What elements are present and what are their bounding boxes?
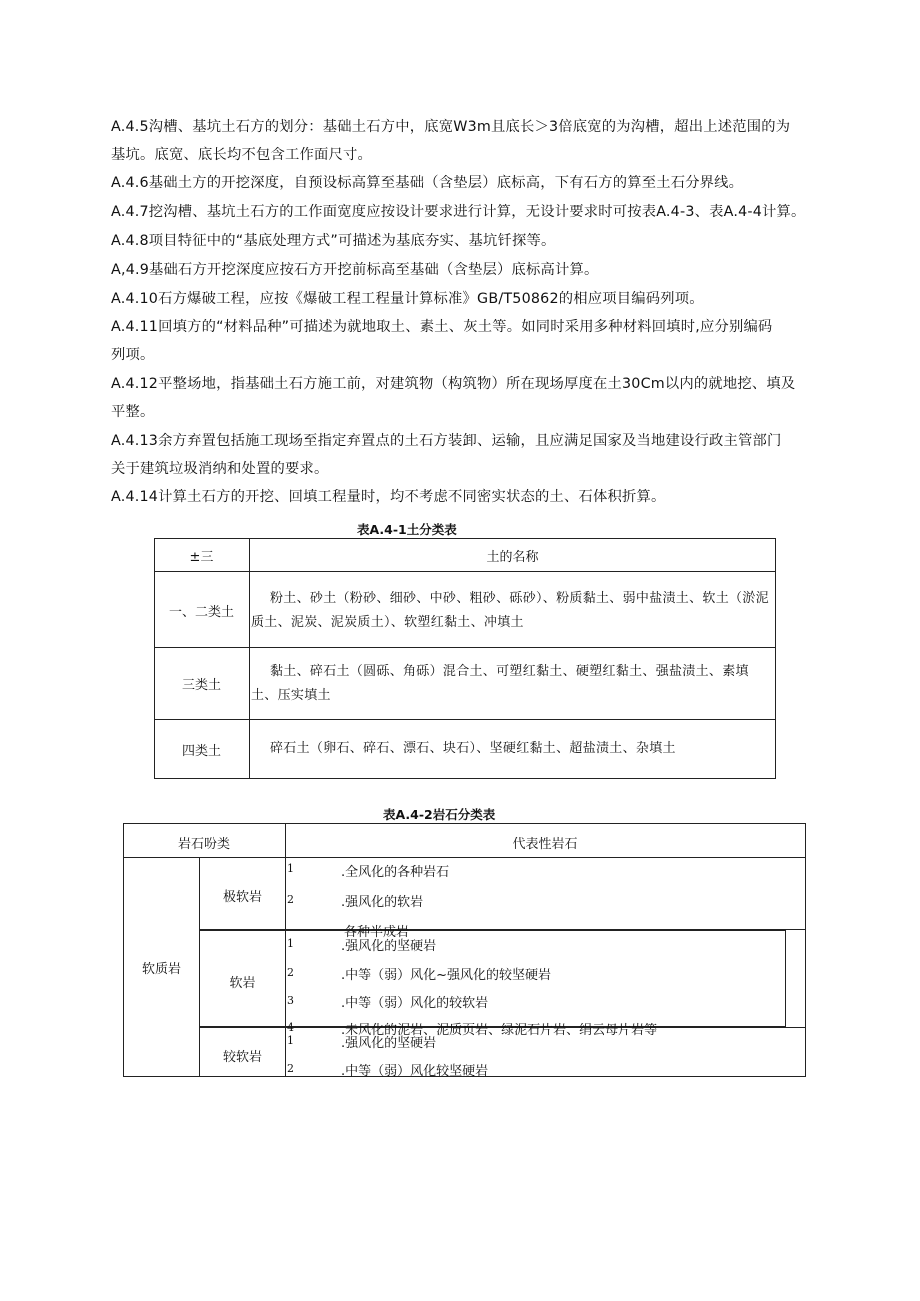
table2-top-border bbox=[123, 823, 806, 824]
table1-row1-category: 一、二类土 bbox=[168, 605, 234, 620]
clause-a412-line1: A.4.12平整场地，指基础土石方施工前，对建筑物（构筑物）所在现场厚度在土30Cm以内的就地挖、填及 bbox=[111, 376, 796, 392]
item-number: 2 bbox=[287, 966, 294, 979]
rock-item: .中等（弱）风化~强风化的较坚硬岩 bbox=[341, 968, 552, 983]
clause-a47-line1: A.4.7挖沟槽、基坑土石方的工作面宽度应按设计要求进行计算，无设计要求时可按表A.4-3、表A.4-4计算。 bbox=[111, 204, 806, 220]
clause-a47 bbox=[111, 198, 831, 226]
table1-row-divider bbox=[154, 719, 776, 720]
item-number: 1 bbox=[287, 1034, 294, 1047]
rock-item: .强风化的坚硬岩 bbox=[341, 939, 437, 954]
subgroup-very-soft-name: 极软岩 bbox=[222, 890, 262, 905]
item-number: 2 bbox=[287, 1062, 294, 1075]
item-number: 2 bbox=[287, 893, 294, 906]
rock-item: .强风化的坚硬岩 bbox=[341, 1036, 437, 1051]
clause-a414 bbox=[111, 483, 831, 511]
clause-a45-line1: A.4.5沟槽、基坑土石方的划分：基础土石方中，底宽W3m且底长＞3倍底宽的为沟槽，超出上述范围的为 bbox=[111, 119, 791, 135]
subgroup-soft-name: 软岩 bbox=[229, 976, 256, 991]
item-number: 3 bbox=[287, 994, 294, 1007]
clause-a414-line1: A.4.14计算土石方的开挖、回填工程量时，均不考虑不同密实状态的土、石体积折算。 bbox=[111, 489, 666, 505]
item-number: 4 bbox=[287, 1021, 294, 1034]
table1-header-category: ±三 bbox=[189, 550, 214, 565]
subgroup-moderately-soft-name: 较软岩 bbox=[222, 1050, 262, 1065]
table1-column-divider bbox=[249, 538, 250, 779]
clause-a411-line1: A.4.11回填方的“材料品种”可描述为就地取土、素土、灰土等。如同时采用多种材料回填时,应分别编码 bbox=[111, 319, 773, 335]
clause-a48 bbox=[111, 227, 831, 255]
subgroup-soft-items bbox=[286, 931, 785, 1038]
table1-row2-category: 三类土 bbox=[181, 678, 221, 693]
table1-row1-names: 粉土、砂土（粉砂、细砂、中砂、粗砂、砾砂）、粉质黏土、弱中盐渍土、软土（淤泥质土、泥炭、泥炭质土）、软塑红黏土、冲填土 bbox=[251, 591, 769, 630]
item-number: 1 bbox=[287, 937, 294, 950]
rock-item: .中等（弱）风化的较软岩 bbox=[341, 996, 489, 1011]
clause-a413 bbox=[111, 427, 831, 483]
subgroup-moderately-soft-items bbox=[286, 1028, 805, 1079]
table1-caption: 表A.4-1土分类表 bbox=[357, 522, 457, 537]
clause-a410 bbox=[111, 285, 831, 313]
table1-row2-names: 黏土、碎石土（圆砾、角砾）混合土、可塑红黏土、硬塑红黏土、强盐渍土、素填土、压实填土 bbox=[251, 664, 749, 703]
table2-group-soft-rock: 软质岩 bbox=[141, 962, 181, 977]
clause-a49-line1: A,4.9基础石方开挖深度应按石方开挖前标高至基础（含垫层）底标高计算。 bbox=[111, 262, 599, 278]
clause-a413-line2: 关于建筑垃圾消纳和处置的要求。 bbox=[111, 461, 329, 477]
table1-row-divider bbox=[154, 571, 776, 572]
clause-a413-line1: A.4.13余方弃置包括施工现场至指定弃置点的土石方装卸、运输，且应满足国家及当地建设行政主管部门 bbox=[111, 433, 782, 449]
clause-a411-line2: 列项。 bbox=[111, 347, 155, 363]
table1-row3-category: 四类土 bbox=[181, 744, 221, 759]
clause-a45-line2: 基坑。底宽、底长均不包含工作面尺寸。 bbox=[111, 147, 372, 163]
clause-a410-line1: A.4.10石方爆破工程，应按《爆破工程工程量计算标准》GB/T50862的相应项目编码列项。 bbox=[111, 291, 704, 307]
clause-a412 bbox=[111, 370, 831, 426]
clause-a46-line1: A.4.6基础土方的开挖深度，自预设标高算至基础（含垫层）底标高，下有石方的算至土石分界线。 bbox=[111, 175, 744, 191]
rock-item: .强风化的软岩 bbox=[341, 895, 424, 910]
clause-a46 bbox=[111, 169, 831, 197]
clause-a49 bbox=[111, 256, 831, 284]
rock-item: .未风化的泥岩、泥质页岩、绿泥石片岩、绢云母片岩等 bbox=[341, 1023, 658, 1038]
rock-item: 各种半成岩 bbox=[344, 925, 410, 940]
rock-item: .全风化的各种岩石 bbox=[341, 865, 450, 880]
table1-header-names: 土的名称 bbox=[486, 550, 539, 565]
clause-a48-line1: A.4.8项目特征中的“基底处理方式”可描述为基底夯实、基坑钎探等。 bbox=[111, 233, 556, 249]
subgroup-very-soft-items bbox=[286, 858, 805, 940]
table2-left-border bbox=[123, 823, 124, 1077]
table1-row3-names: 碎石土（卵石、碎石、漂石、块石）、坚硬红黏土、超盐渍土、杂填土 bbox=[270, 741, 676, 756]
clause-a45 bbox=[111, 113, 831, 169]
rock-item: .中等（弱）风化较坚硬岩 bbox=[341, 1064, 489, 1079]
clause-a411 bbox=[111, 313, 831, 369]
item-number: 1 bbox=[287, 862, 294, 875]
table2-header-rocks: 代表性岩石 bbox=[512, 837, 578, 852]
table2-header-category: 岩石吩类 bbox=[177, 837, 230, 852]
table2-caption: 表A.4-2岩石分类表 bbox=[383, 807, 496, 822]
table1-row-divider bbox=[154, 647, 776, 648]
clause-a412-line2: 平整。 bbox=[111, 404, 155, 420]
